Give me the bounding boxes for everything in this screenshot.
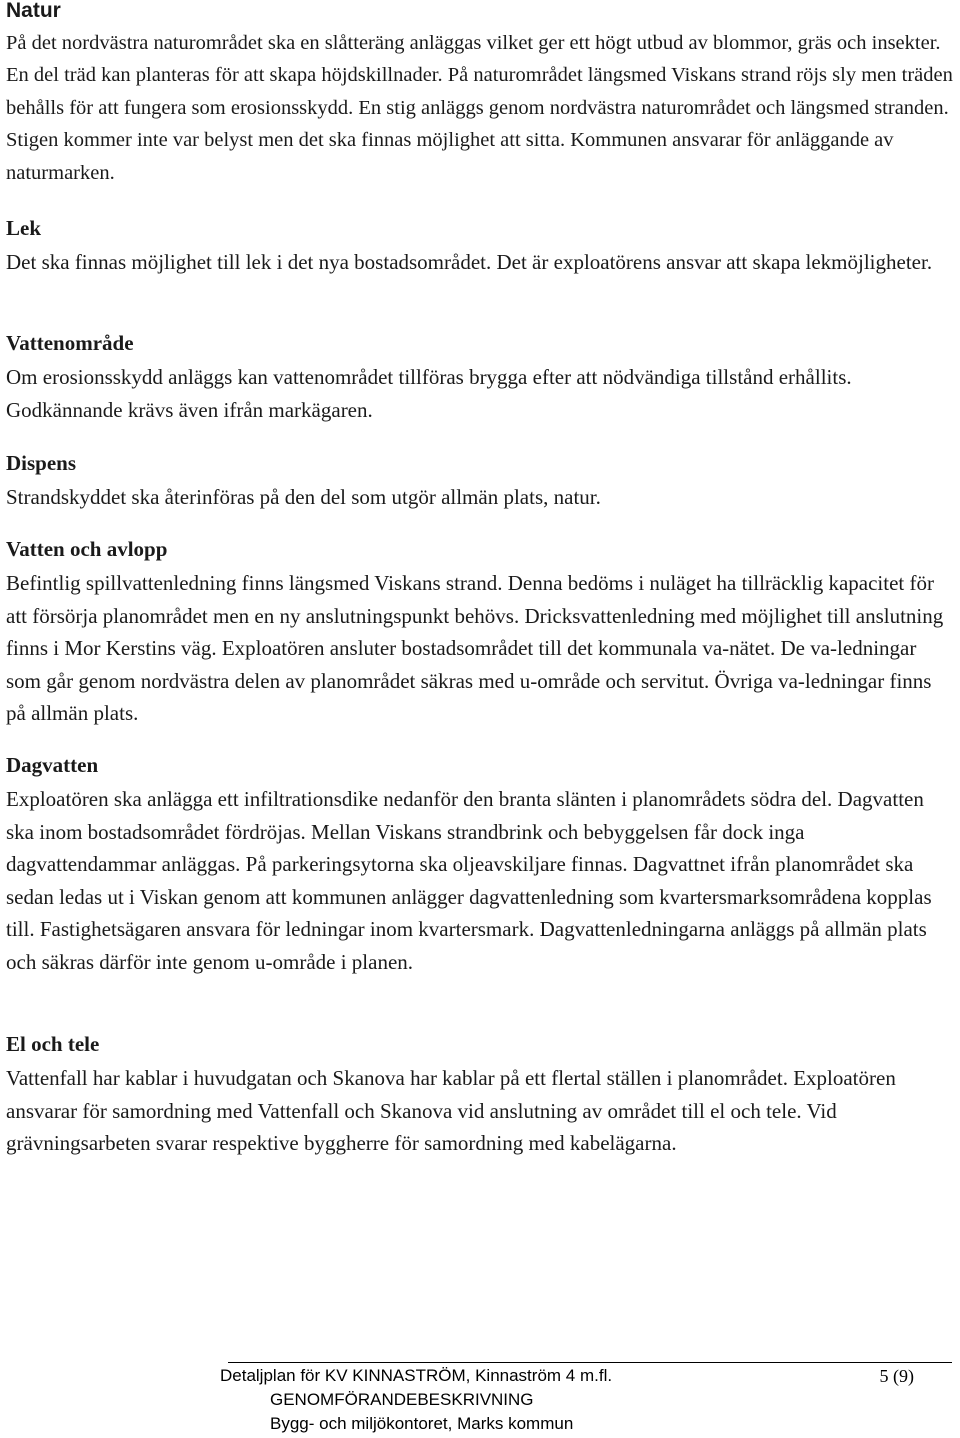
section-vattenomrade — [6, 331, 954, 426]
heading-dagvatten: Dagvatten — [6, 753, 99, 777]
paragraph-dispens: Strandskyddet ska återinföras på den del som utgör allmän plats, natur. — [6, 485, 601, 509]
section-vatten-och-avlopp — [6, 537, 954, 730]
heading-natur: Natur — [6, 0, 61, 22]
paragraph-lek: Det ska finnas möjlighet till lek i det nya bostadsområdet. Det är exploatörens ansvar att skapa lekmöjligheter. — [6, 250, 933, 274]
section-natur — [6, 0, 954, 189]
paragraph-vatten-och-avlopp: Befintlig spillvattenledning finns längsmed Viskans strand. Denna bedöms i nuläget ha tillräcklig kapacitet för att försörja planområdet men en ny anslutningspunkt behövs. Dricksvattenledning med möjlighet till anslutning finns i Mor Kerstins väg. Exploatören ansluter bostadsområdet till det kommunala va-nätet. De va-ledningar som går genom nordvästra delen av planområdet säkras med u-område och servitut. Övriga va-ledningar finns på allmän plats. — [6, 571, 944, 726]
paragraph-el-och-tele: Vattenfall har kablar i huvudgatan och Skanova har kablar på ett flertal ställen i planområdet. Exploatören ansvarar för samordning med Vattenfall och Skanova vid anslutning av området till el och tele. Vid grävningsarbeten svarar respektive byggherre för samordning med kabelägarna. — [6, 1066, 896, 1156]
paragraph-vattenomrade: Om erosionsskydd anläggs kan vattenområdet tillföras brygga efter att nödvändiga tillstånd erhållits. Godkännande krävs även ifrån markägaren. — [6, 365, 852, 422]
footer-document-type: GENOMFÖRANDEBESKRIVNING — [270, 1390, 534, 1409]
heading-el-och-tele: El och tele — [6, 1032, 100, 1056]
section-el-och-tele — [6, 1032, 954, 1160]
section-dagvatten — [6, 753, 954, 979]
footer-office: Bygg- och miljökontoret, Marks kommun — [270, 1414, 574, 1433]
footer-divider — [228, 1362, 952, 1363]
section-dispens — [6, 451, 954, 514]
paragraph-natur: På det nordvästra naturområdet ska en slåtteräng anläggas vilket ger ett högt utbud av blommor, gräs och insekter. En del träd kan planteras för att skapa höjdskillnader. På naturområdet längsmed Viskans strand röjs sly men träden behålls för att fungera som erosionsskydd. En stig anläggs genom nordvästra naturområdet och längsmed stranden. Stigen kommer inte var belyst men det ska finnas möjlighet att sitta. Kommunen ansvarar för anläggande av naturmarken. — [6, 32, 953, 184]
footer-plan-title: Detaljplan för KV KINNASTRÖM, Kinnaström 4 m.fl. — [220, 1366, 613, 1385]
paragraph-dagvatten: Exploatören ska anlägga ett infiltrationsdike nedanför den branta slänten i planområdets södra del. Dagvatten ska inom bostadsområdet fördröjas. Mellan Viskans strandbrink och bebyggelsen får dock inga dagvattendammar anläggas. På parkeringsytorna ska oljeavskiljare finnas. Dagvattnet ifrån planområdet ska sedan ledas ut i Viskan genom att kommunen anlägger dagvattenledning som kvartersmarksområdena kopplas till. Fastighetsägaren ansvara för ledningar inom kvartersmark. Dagvattenledningarna anläggs på allmän plats och säkras därför inte genom u-område i planen. — [6, 787, 932, 974]
footer-page-number: 5 (9) — [879, 1366, 914, 1386]
heading-vatten-och-avlopp: Vatten och avlopp — [6, 537, 168, 561]
heading-vattenomrade: Vattenområde — [6, 331, 134, 355]
section-lek — [6, 216, 954, 279]
heading-dispens: Dispens — [6, 451, 77, 475]
heading-lek: Lek — [6, 216, 42, 240]
